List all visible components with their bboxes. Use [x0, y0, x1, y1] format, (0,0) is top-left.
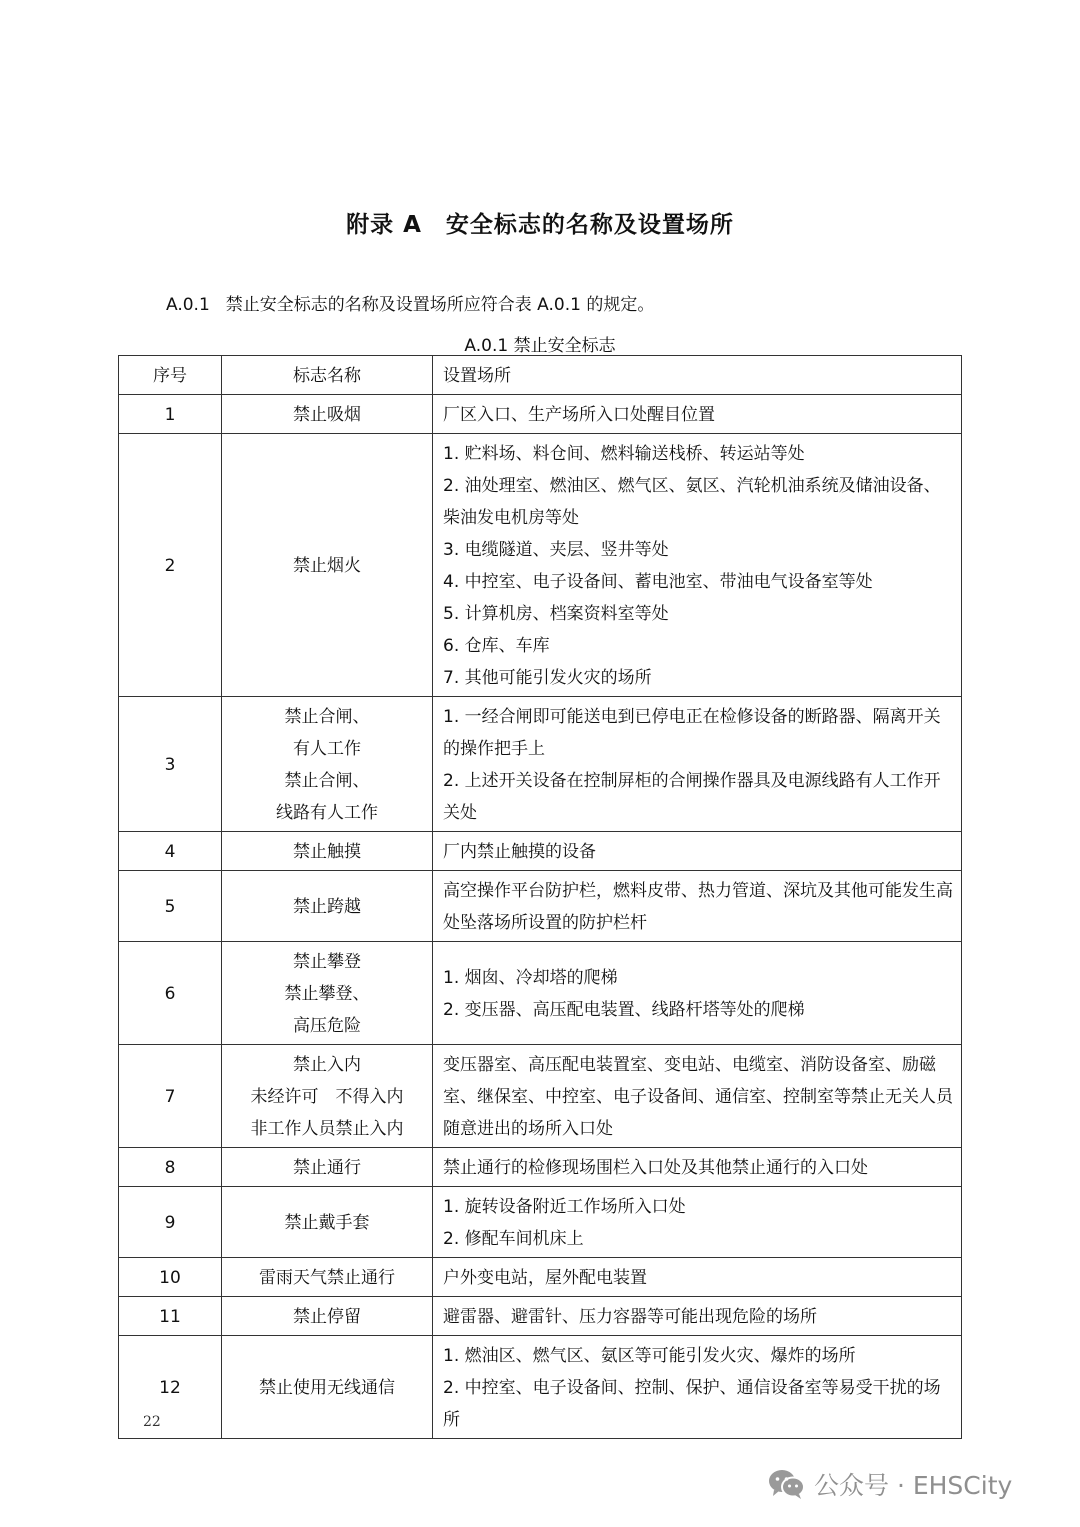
page-number: 22: [143, 1414, 161, 1430]
location-line: 4. 中控室、电子设备间、蓄电池室、带油电气设备室等处: [443, 572, 873, 592]
header-serial-number: 序号: [119, 356, 222, 395]
serial-number-cell: 5: [119, 871, 222, 942]
location-line: 2. 变压器、高压配电装置、线路杆塔等处的爬梯: [443, 1000, 805, 1020]
sign-name-line: 高压危险: [293, 1016, 361, 1036]
location-cell: [433, 1148, 962, 1187]
table-body: [119, 395, 962, 1439]
intro-paragraph: [166, 290, 654, 315]
sign-name-line: 禁止攀登、: [284, 984, 370, 1004]
location-line: 变压器室、高压配电装置室、变电站、电缆室、消防设备室、励磁室、继保室、中控室、电子设备间、通信室、控制室等禁止无关人员随意进出的场所入口处: [443, 1055, 953, 1139]
location-line: 1. 贮料场、料仓间、燃料输送栈桥、转运站等处: [443, 444, 805, 464]
location-line: 高空操作平台防护栏，燃料皮带、热力管道、深坑及其他可能发生高处坠落场所设置的防护栏杆: [443, 881, 953, 933]
location-line: 2. 上述开关设备在控制屏柜的合闸操作器具及电源线路有人工作开关处: [443, 771, 941, 823]
appendix-title: 附录 A 安全标志的名称及设置场所: [346, 212, 734, 238]
serial-number-cell: 6: [119, 942, 222, 1045]
table-row: [119, 942, 962, 1045]
header-location: 设置场所: [433, 356, 962, 395]
sign-name-cell: [222, 871, 433, 942]
location-cell: [433, 1045, 962, 1148]
sign-name-cell: [222, 434, 433, 697]
sign-name-cell: [222, 1148, 433, 1187]
clause-number: A.0.1: [166, 295, 210, 315]
clause-text: 禁止安全标志的名称及设置场所应符合表 A.0.1 的规定。: [225, 295, 655, 315]
sign-name-cell: [222, 697, 433, 832]
sign-name-line: 禁止跨越: [293, 897, 361, 917]
serial-number-cell: 3: [119, 697, 222, 832]
table-row: [119, 395, 962, 434]
location-line: 1. 烟囱、冷却塔的爬梯: [443, 968, 618, 988]
table-row: [119, 1336, 962, 1439]
location-line: 2. 中控室、电子设备间、控制、保护、通信设备室等易受干扰的场所: [443, 1378, 941, 1430]
location-cell: [433, 942, 962, 1045]
sign-name-cell: [222, 1258, 433, 1297]
location-cell: [433, 1336, 962, 1439]
location-cell: [433, 434, 962, 697]
serial-number-cell: 1: [119, 395, 222, 434]
serial-number-cell: 11: [119, 1297, 222, 1336]
location-line: 7. 其他可能引发火灾的场所: [443, 668, 652, 688]
location-line: 户外变电站，屋外配电装置: [443, 1268, 647, 1288]
location-line: 1. 旋转设备附近工作场所入口处: [443, 1197, 686, 1217]
table-row: [119, 832, 962, 871]
location-cell: [433, 832, 962, 871]
serial-number-cell: 8: [119, 1148, 222, 1187]
table-row: [119, 1258, 962, 1297]
watermark-text: 公众号 · EHSCity: [814, 1471, 1013, 1500]
sign-name-line: 禁止使用无线通信: [259, 1378, 395, 1398]
table-row: [119, 1148, 962, 1187]
sign-name-cell: [222, 1336, 433, 1439]
watermark: [768, 1466, 1012, 1502]
table-row: [119, 1187, 962, 1258]
location-line: 厂内禁止触摸的设备: [443, 842, 596, 862]
serial-number-cell: 12: [119, 1336, 222, 1439]
sign-name-line: 未经许可 不得入内: [250, 1087, 404, 1107]
location-line: 避雷器、避雷针、压力容器等可能出现危险的场所: [443, 1307, 817, 1327]
sign-name-line: 线路有人工作: [276, 803, 378, 823]
location-line: 1. 一经合闸即可能送电到已停电正在检修设备的断路器、隔离开关的操作把手上: [443, 707, 941, 759]
location-line: 1. 燃油区、燃气区、氨区等可能引发火灾、爆炸的场所: [443, 1346, 856, 1366]
serial-number-cell: 9: [119, 1187, 222, 1258]
sign-name-line: 禁止触摸: [293, 842, 361, 862]
sign-name-line: 禁止合闸、: [284, 771, 370, 791]
sign-name-line: 禁止吸烟: [293, 405, 361, 425]
serial-number-cell: 4: [119, 832, 222, 871]
sign-name-line: 禁止停留: [293, 1307, 361, 1327]
sign-name-line: 有人工作: [293, 739, 361, 759]
sign-name-line: 禁止合闸、: [284, 707, 370, 727]
sign-name-line: 禁止戴手套: [284, 1213, 370, 1233]
location-line: 6. 仓库、车库: [443, 636, 550, 656]
location-cell: [433, 395, 962, 434]
location-cell: [433, 1258, 962, 1297]
sign-name-line: 禁止烟火: [293, 556, 361, 576]
sign-name-line: 禁止入内: [293, 1055, 361, 1075]
table-row: [119, 697, 962, 832]
sign-name-line: 雷雨天气禁止通行: [259, 1268, 395, 1288]
location-line: 3. 电缆隧道、夹层、竖井等处: [443, 540, 669, 560]
wechat-icon: [768, 1468, 806, 1500]
sign-name-line: 非工作人员禁止入内: [250, 1119, 404, 1139]
table-header-row: [119, 356, 962, 395]
table-row: [119, 434, 962, 697]
table-caption: A.0.1 禁止安全标志: [464, 336, 616, 356]
table-row: [119, 1045, 962, 1148]
header-sign-name: 标志名称: [222, 356, 433, 395]
sign-name-cell: [222, 832, 433, 871]
serial-number-cell: 7: [119, 1045, 222, 1148]
sign-name-line: 禁止攀登: [293, 952, 361, 972]
sign-name-cell: [222, 1045, 433, 1148]
sign-name-cell: [222, 942, 433, 1045]
location-line: 2. 油处理室、燃油区、燃气区、氨区、汽轮机油系统及储油设备、柴油发电机房等处: [443, 476, 941, 528]
sign-name-cell: [222, 395, 433, 434]
location-cell: [433, 1297, 962, 1336]
table-row: [119, 1297, 962, 1336]
serial-number-cell: 2: [119, 434, 222, 697]
table-row: [119, 871, 962, 942]
sign-name-line: 禁止通行: [293, 1158, 361, 1178]
sign-name-cell: [222, 1297, 433, 1336]
location-cell: [433, 697, 962, 832]
location-cell: [433, 871, 962, 942]
location-line: 2. 修配车间机床上: [443, 1229, 584, 1249]
prohibition-signs-table: [118, 355, 962, 1439]
location-line: 5. 计算机房、档案资料室等处: [443, 604, 669, 624]
location-line: 禁止通行的检修现场围栏入口处及其他禁止通行的入口处: [443, 1158, 868, 1178]
serial-number-cell: 10: [119, 1258, 222, 1297]
location-cell: [433, 1187, 962, 1258]
sign-name-cell: [222, 1187, 433, 1258]
location-line: 厂区入口、生产场所入口处醒目位置: [443, 405, 715, 425]
